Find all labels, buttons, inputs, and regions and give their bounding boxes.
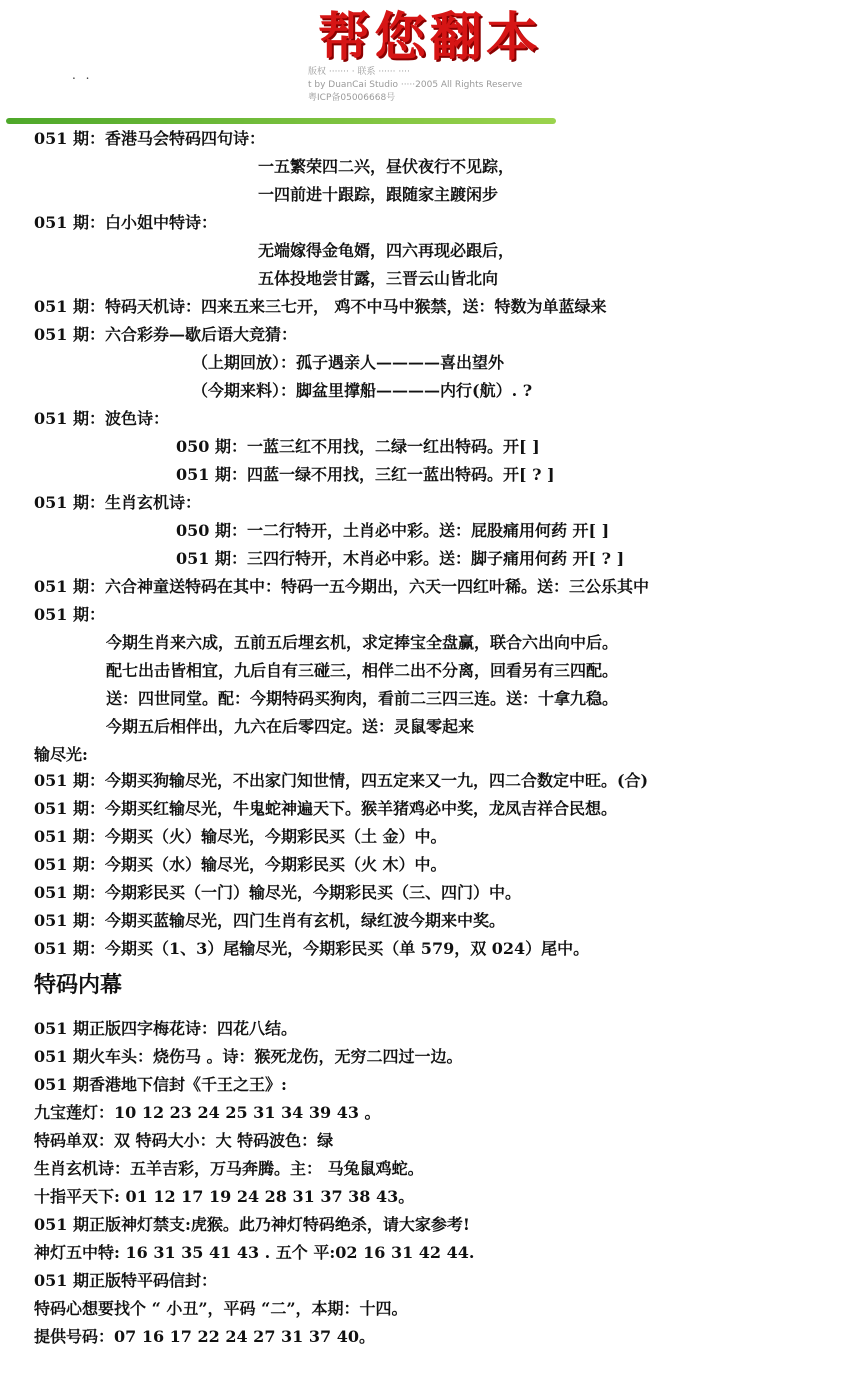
text-line: 051 期：今期买狗输尽光，不出家门知世情，四五定来又一九，四二合数定中旺。(合) [34, 771, 649, 790]
text-line: 送：四世同堂。配：今期特码买狗肉，看前二三四三连。送：十拿九稳。 [106, 689, 619, 708]
text-line: 特码心想要找个 “ 小丑”，平码 “二”，本期：十四。 [34, 1299, 408, 1318]
text-line: 051 期：六合彩券—歇后语大竞猜： [34, 325, 297, 344]
text-line: 051 期：今期买（1、3）尾输尽光，今期彩民买（单 579，双 024）尾中。 [34, 939, 590, 958]
copyright-line: 版权 ······· · 联系 ······ ···· [308, 67, 410, 77]
text-line: 051 期香港地下信封《千王之王》: [34, 1075, 287, 1094]
text-line: 051 期：今期彩民买（一门）输尽光，今期彩民买（三、四门）中。 [34, 883, 521, 902]
text-line: 051 期：三四行特开，木肖必中彩。送：脚子痛用何药 开[ ? ] [176, 549, 625, 568]
text-line: 神灯五中特: 16 31 35 41 43 . 五个 平:02 16 31 42 44. [34, 1243, 475, 1262]
text-line: 051 期：波色诗： [34, 409, 169, 428]
text-line: 今期生肖来六成，五前五后埋玄机，求定捧宝全盘赢，联合六出向中后。 [106, 633, 619, 652]
text-line: 一五繁荣四二兴，昼伏夜行不见踪， [258, 157, 515, 176]
site-logo: 帮您翻本 [318, 8, 543, 68]
text-line: 配七出击皆相宜，九后自有三碰三，相伴二出不分离，回看另有三四配。 [106, 661, 619, 680]
text-line: 无端嫁得金龟婿，四六再现必跟后， [258, 241, 515, 260]
text-line: 生肖玄机诗：五羊吉彩，万马奔腾。主： 马兔鼠鸡蛇。 [34, 1159, 424, 1178]
decorative-dots: . . [72, 68, 93, 82]
text-line: 051 期：六合神童送特码在其中：特码一五今期出，六天一四红叶稀。送：三公乐其中 [34, 577, 649, 596]
text-line: 051 期：白小姐中特诗： [34, 213, 217, 232]
text-line: 051 期正版四字梅花诗：四花八结。 [34, 1019, 297, 1038]
text-line: 051 期：生肖玄机诗： [34, 493, 201, 512]
text-line: 050 期：一二行特开，土肖必中彩。送：屁股痛用何药 开[ ] [176, 521, 610, 540]
text-line: （今期来料）：脚盆里撑船————内行(航）. ? [192, 381, 533, 400]
text-line: 九宝莲灯：10 12 23 24 25 31 34 39 43 。 [34, 1103, 381, 1122]
text-line: 051 期：特码天机诗：四来五来三七开， 鸡不中马中猴禁，送：特数为单蓝绿来 [34, 297, 607, 316]
text-line: 051 期正版特平码信封： [34, 1271, 217, 1290]
text-line: 050 期：一蓝三红不用找，二绿一红出特码。开[ ] [176, 437, 540, 456]
text-line: 051 期：今期买红输尽光，牛鬼蛇神遍天下。猴羊猪鸡必中奖，龙凤吉祥合民想。 [34, 799, 617, 818]
text-line: （上期回放）：孤子遇亲人————喜出望外 [192, 353, 505, 372]
text-line: 051 期：香港马会特码四句诗： [34, 129, 265, 148]
page-header [0, 0, 852, 128]
text-line: 051 期：今期买（火）输尽光，今期彩民买（土 金）中。 [34, 827, 447, 846]
text-line: 051 期： [34, 605, 105, 624]
text-line: 十指平天下: 01 12 17 19 24 28 31 37 38 43。 [34, 1187, 415, 1206]
logo-copyright [308, 66, 558, 105]
text-line: 051 期：今期买蓝输尽光，四门生肖有玄机，绿红波今期来中奖。 [34, 911, 505, 930]
text-line: 051 期正版神灯禁支:虎猴。此乃神灯特码绝杀，请大家参考! [34, 1215, 470, 1234]
text-line: 今期五后相伴出，九六在后零四定。送：灵鼠零起来 [106, 717, 475, 736]
copyright-line: t by DuanCai Studio ·····2005 All Rights Reserve [308, 80, 523, 90]
text-line: 051 期：四蓝一绿不用找，三红一蓝出特码。开[ ? ] [176, 465, 555, 484]
text-line: 051 期：今期买（水）输尽光，今期彩民买（火 木）中。 [34, 855, 447, 874]
section-title: 特码内幕 [34, 973, 123, 998]
text-line: 一四前进十跟踪，跟随家主踱闲步 [258, 185, 499, 204]
text-line: 输尽光: [34, 745, 88, 764]
text-line: 051 期火车头：烧伤马 。诗：猴死龙伤，无穷二四过一边。 [34, 1047, 463, 1066]
header-divider [6, 118, 556, 124]
copyright-line: 粤ICP备05006668号 [308, 93, 396, 103]
text-line: 特码单双：双 特码大小：大 特码波色：绿 [34, 1131, 334, 1150]
text-line: 五体投地尝甘露，三晋云山皆北向 [258, 269, 499, 288]
text-line: 提供号码：07 16 17 22 24 27 31 37 40。 [34, 1327, 375, 1346]
